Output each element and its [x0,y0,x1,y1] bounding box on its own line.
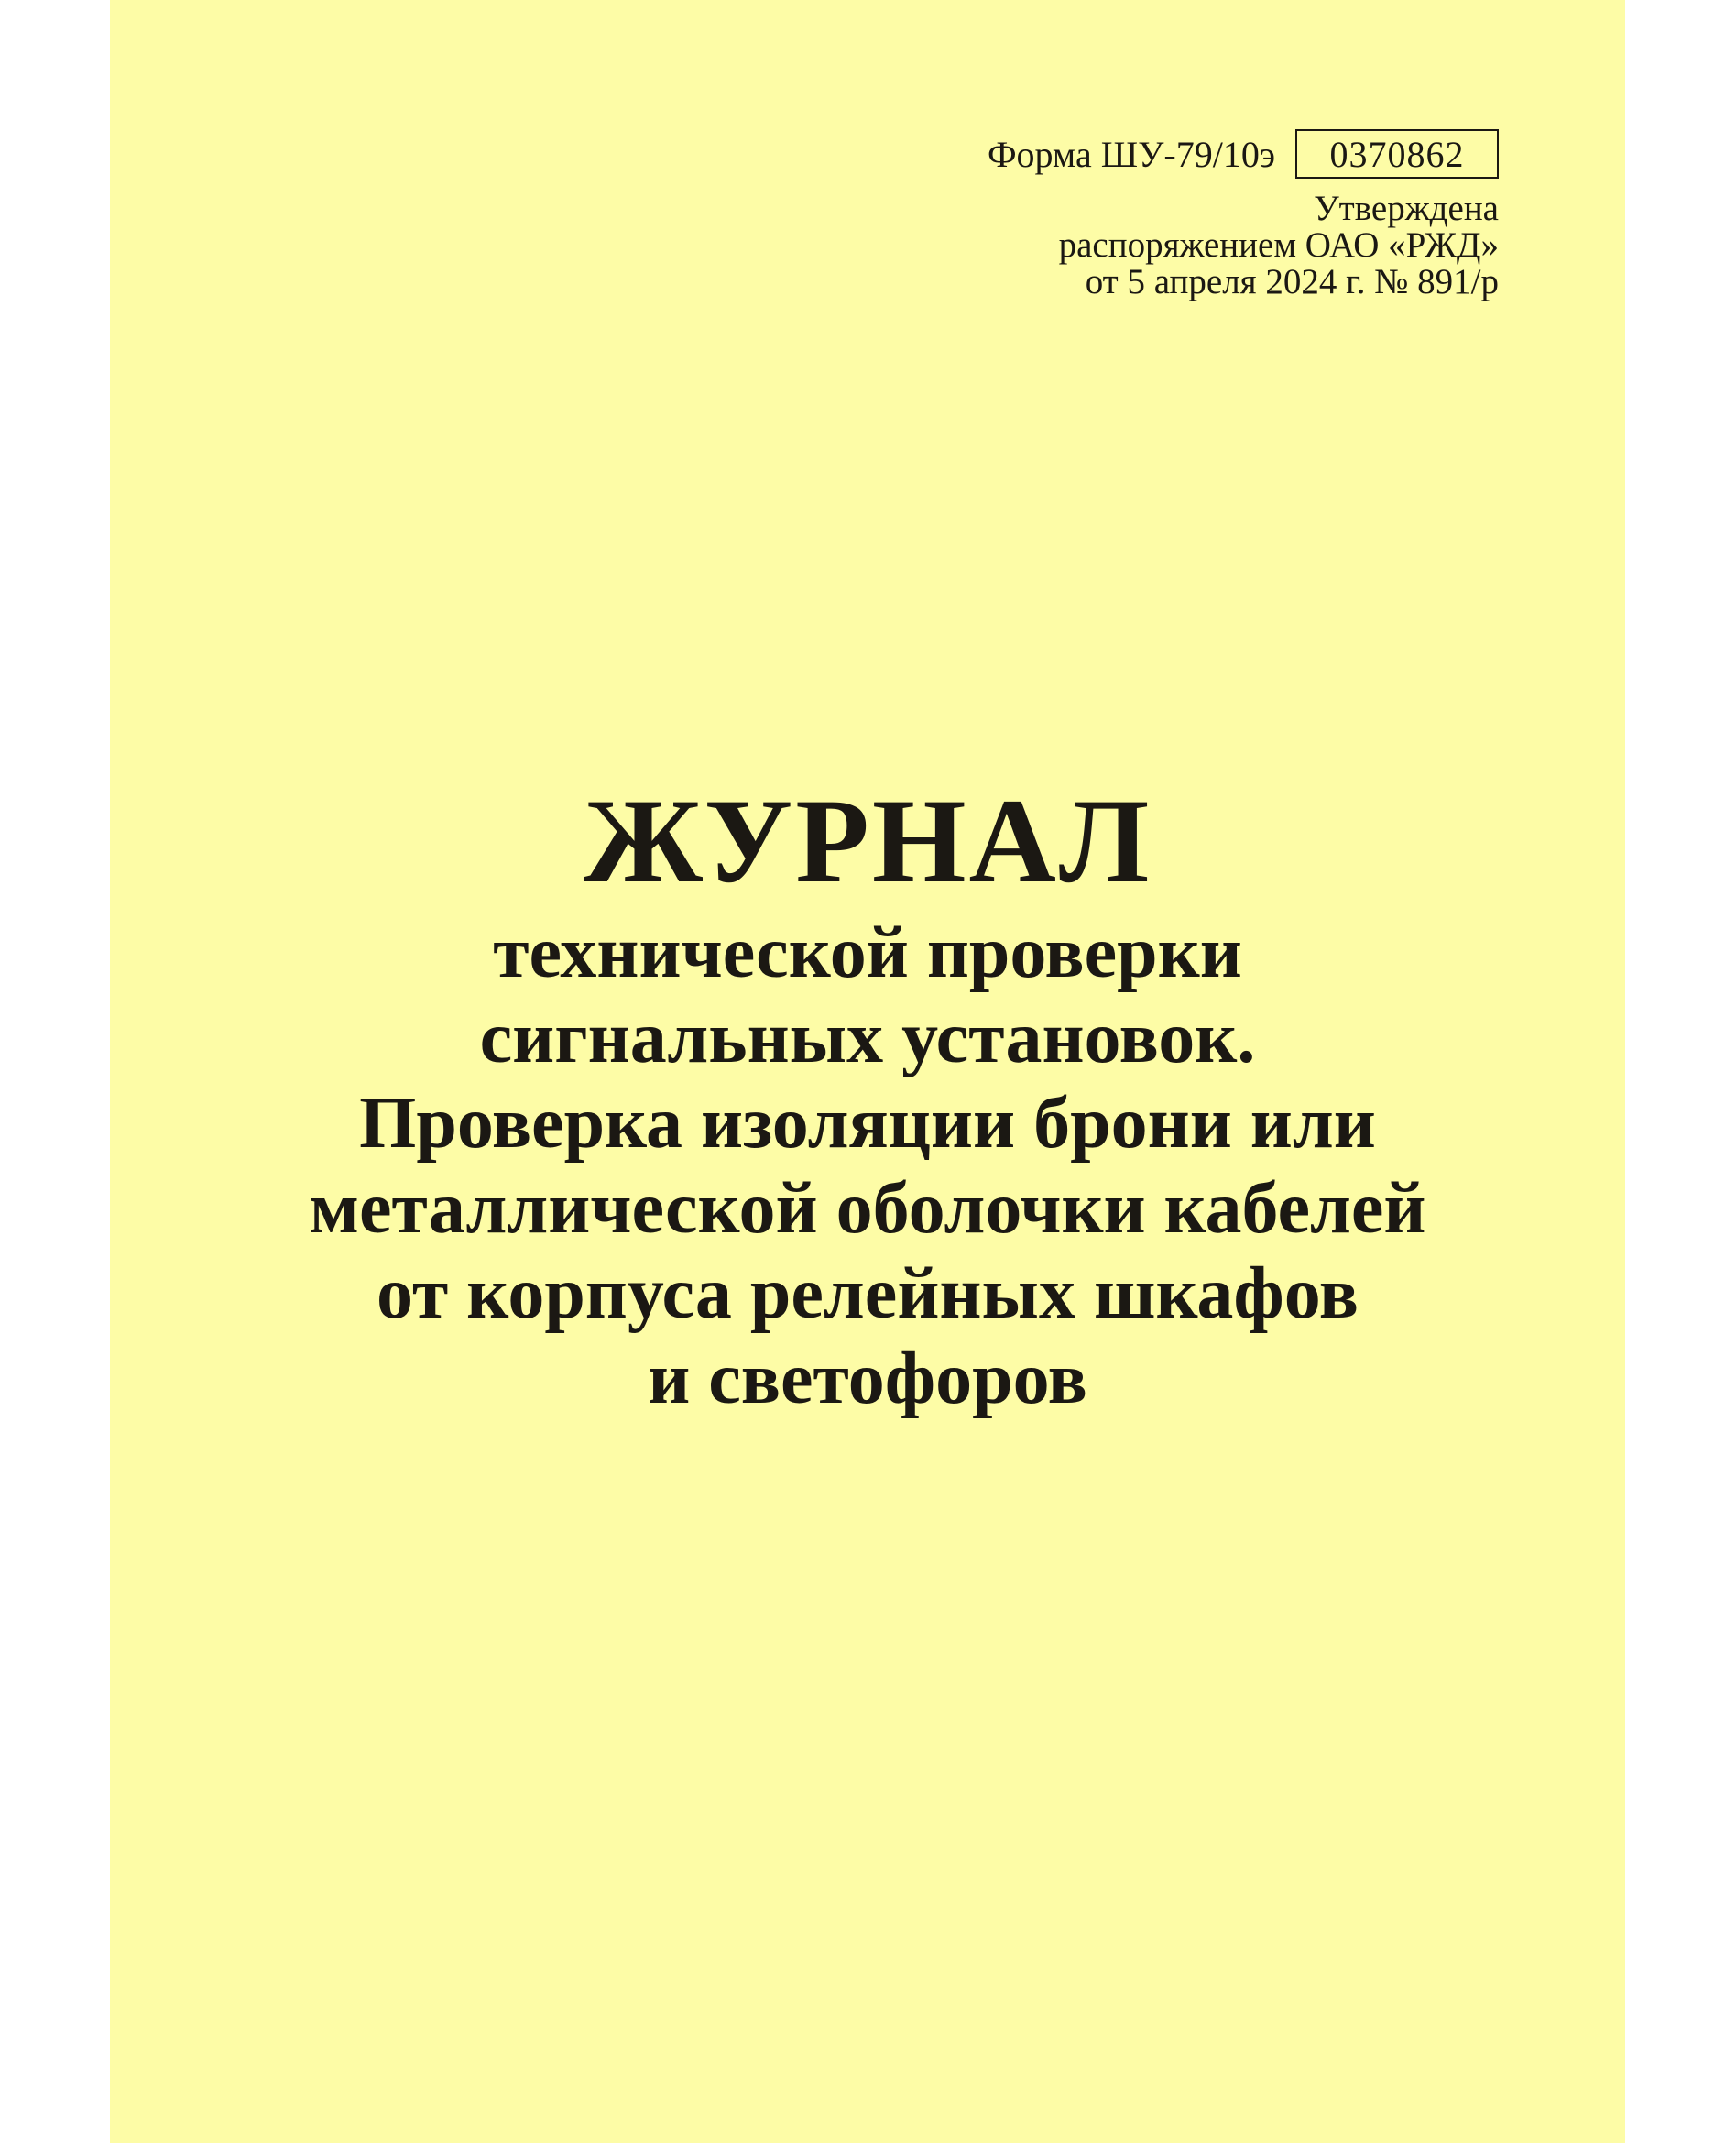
journal-cover-sheet [110,0,1625,2143]
subtitle-line-4: металлической оболочки кабелей [309,1168,1426,1249]
approval-line-3: от 5 апреля 2024 г. № 891/р [1085,262,1499,301]
journal-subtitle [110,911,1625,1422]
approval-line-1: Утверждена [1314,189,1499,228]
approval-line-2: распоряжением ОАО «РЖД» [1058,225,1499,265]
subtitle-line-5: от корпуса релейных шкафов [377,1253,1359,1334]
approval-block [988,191,1499,301]
journal-title: ЖУРНАЛ [583,773,1152,908]
form-number-value: 0370862 [1329,133,1465,175]
subtitle-line-6: и светофоров [648,1339,1087,1419]
form-code-label: Форма ШУ-79/10э [987,133,1275,175]
subtitle-line-1: технической проверки [493,913,1242,993]
title-block [110,773,1625,1422]
form-header [988,128,1499,301]
subtitle-line-2: сигнальных установок. [479,998,1256,1078]
subtitle-line-3: Проверка изоляции брони или [359,1083,1376,1164]
form-number-box [1295,129,1499,179]
form-code-row [988,128,1499,180]
